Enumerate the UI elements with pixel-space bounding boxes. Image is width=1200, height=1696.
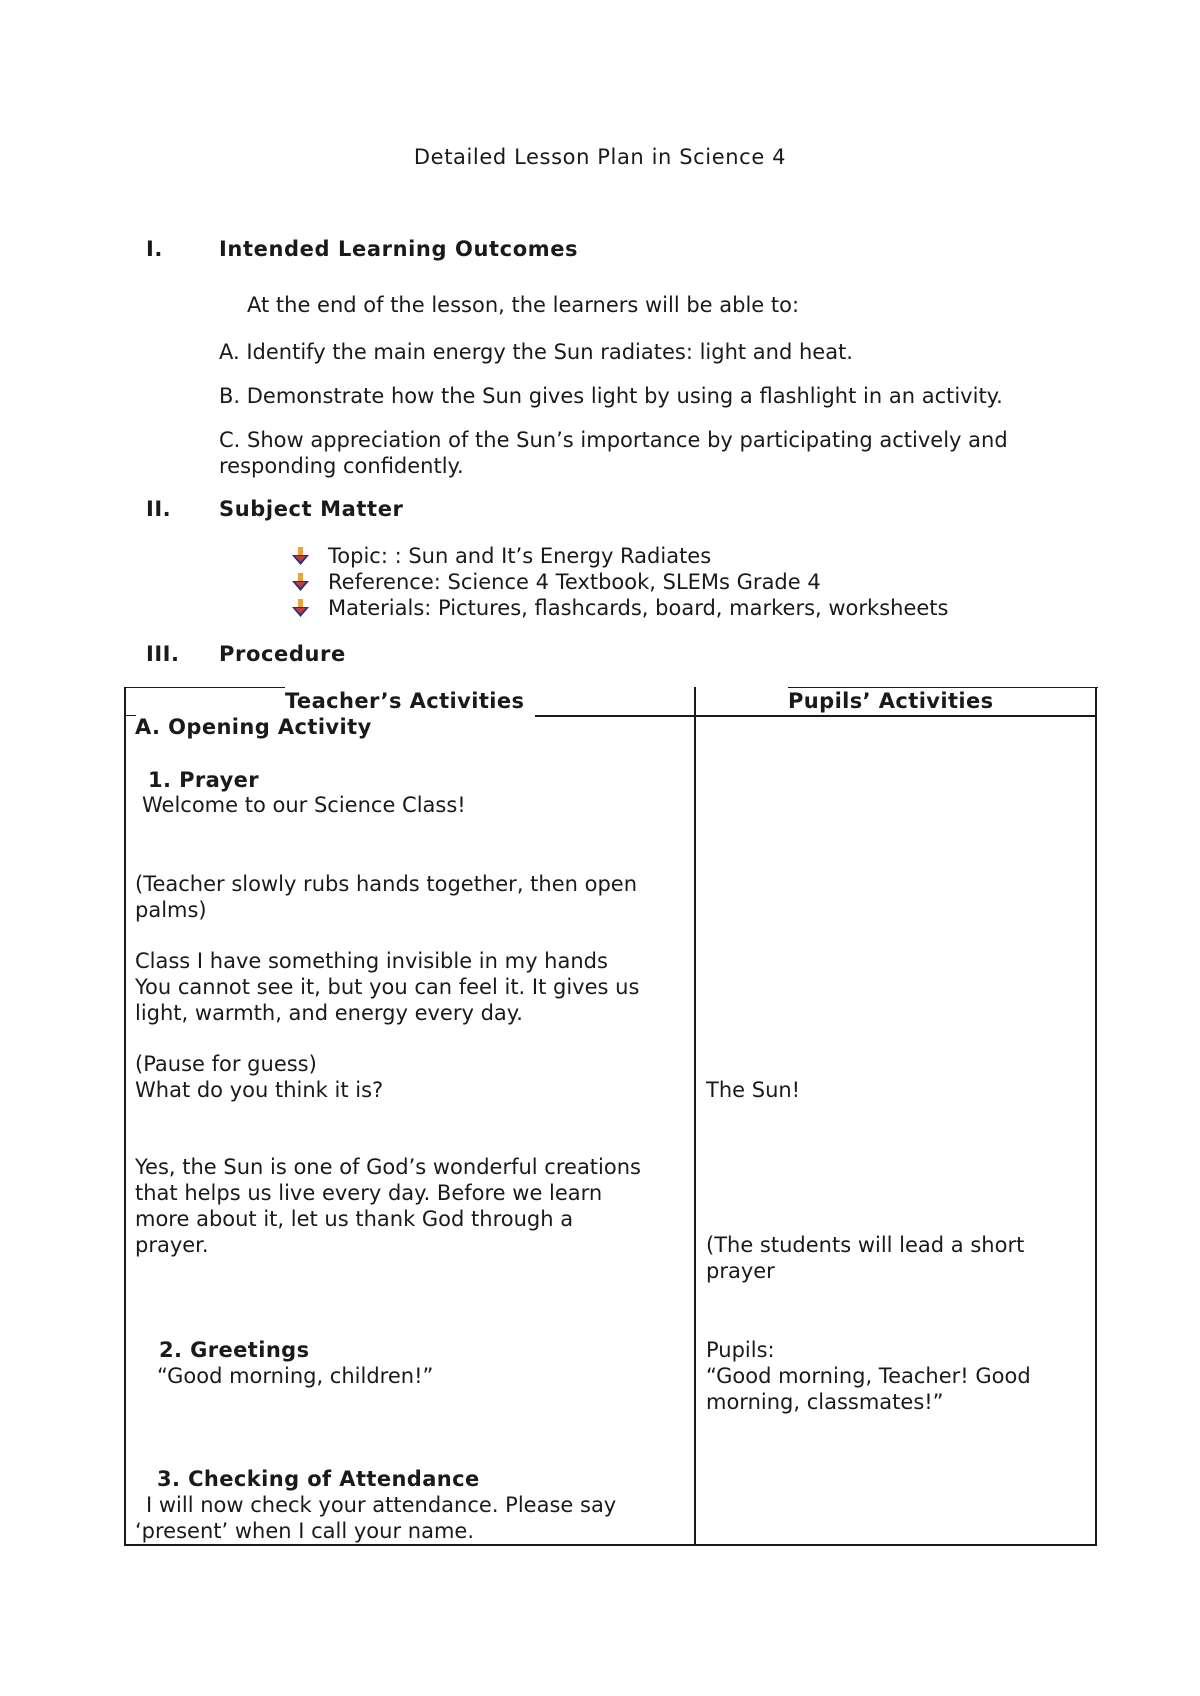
sun-creation-line-2: that helps us live every day. Before we learn — [135, 1181, 603, 1205]
subject-reference-item — [290, 569, 821, 595]
prayer-heading: 1. Prayer — [148, 768, 260, 792]
attendance-text-line-2: ‘present’ when I call your name. — [135, 1519, 474, 1543]
section-3-number: III. — [146, 642, 180, 666]
greetings-heading: 2. Greetings — [159, 1338, 310, 1362]
teacher-activities-header: Teacher’s Activities — [285, 689, 525, 713]
subject-topic-item — [290, 543, 711, 569]
subject-materials-item — [290, 595, 948, 621]
subject-topic-text: Topic: : Sun and It’s Energy Radiates — [328, 544, 712, 568]
section-2-number: II. — [146, 497, 172, 521]
attendance-text-line-1: I will now check your attendance. Please say — [146, 1493, 617, 1517]
pupils-label: Pupils: — [706, 1338, 775, 1362]
subject-reference-text: Reference: Science 4 Textbook, SLEMs Grade 4 — [328, 570, 821, 594]
invisible-text-line-1: Class I have something invisible in my hands — [135, 949, 608, 973]
objective-c: C. Show appreciation of the Sun’s importance by participating actively and — [219, 428, 1008, 452]
table-rule — [124, 1544, 1097, 1546]
table-rule — [694, 687, 696, 1545]
table-rule — [535, 715, 1097, 717]
subject-materials-text: Materials: Pictures, flashcards, board, markers, worksheets — [328, 596, 949, 620]
invisible-text-line-2: You cannot see it, but you can feel it. It gives us — [135, 975, 640, 999]
question-text: What do you think it is? — [135, 1078, 384, 1102]
arrow-bullet-icon — [290, 546, 312, 566]
objective-a: A. Identify the main energy the Sun radiates: light and heat. — [219, 340, 853, 364]
arrow-bullet-icon — [290, 598, 312, 618]
invisible-text-line-3: light, warmth, and energy every day. — [135, 1001, 523, 1025]
teacher-greeting-text: “Good morning, children!” — [157, 1364, 434, 1388]
objective-c-continued: responding confidently. — [219, 454, 464, 478]
objectives-intro: At the end of the lesson, the learners will be able to: — [247, 293, 800, 317]
pupils-activities-header: Pupils’ Activities — [788, 689, 994, 713]
teacher-rubs-hands-text-cont: palms) — [135, 898, 207, 922]
pupils-greeting-line-2: morning, classmates!” — [706, 1390, 944, 1414]
pupil-answer-text: The Sun! — [706, 1078, 801, 1102]
table-rule — [125, 687, 285, 688]
sun-creation-line-1: Yes, the Sun is one of God’s wonderful creations — [135, 1155, 641, 1179]
section-1-title: Intended Learning Outcomes — [219, 237, 579, 261]
table-rule — [1095, 687, 1097, 1545]
attendance-heading: 3. Checking of Attendance — [157, 1467, 480, 1491]
pupil-prayer-line-2: prayer — [706, 1259, 775, 1283]
welcome-text: Welcome to our Science Class! — [142, 793, 466, 817]
section-2-title: Subject Matter — [219, 497, 404, 521]
section-1-number: I. — [146, 237, 163, 261]
arrow-bullet-icon — [290, 572, 312, 592]
section-3-title: Procedure — [219, 642, 346, 666]
table-rule — [124, 687, 126, 1545]
sun-creation-line-3: more about it, let us thank God through a — [135, 1207, 574, 1231]
opening-activity-heading: A. Opening Activity — [135, 715, 372, 739]
pause-text: (Pause for guess) — [135, 1052, 317, 1076]
sun-creation-line-4: prayer. — [135, 1233, 209, 1257]
pupil-prayer-line-1: (The students will lead a short — [706, 1233, 1025, 1257]
teacher-rubs-hands-text: (Teacher slowly rubs hands together, then open — [135, 872, 638, 896]
objective-b: B. Demonstrate how the Sun gives light by using a flashlight in an activity. — [219, 384, 1003, 408]
pupils-greeting-line-1: “Good morning, Teacher! Good — [706, 1364, 1031, 1388]
document-title: Detailed Lesson Plan in Science 4 — [413, 145, 787, 169]
